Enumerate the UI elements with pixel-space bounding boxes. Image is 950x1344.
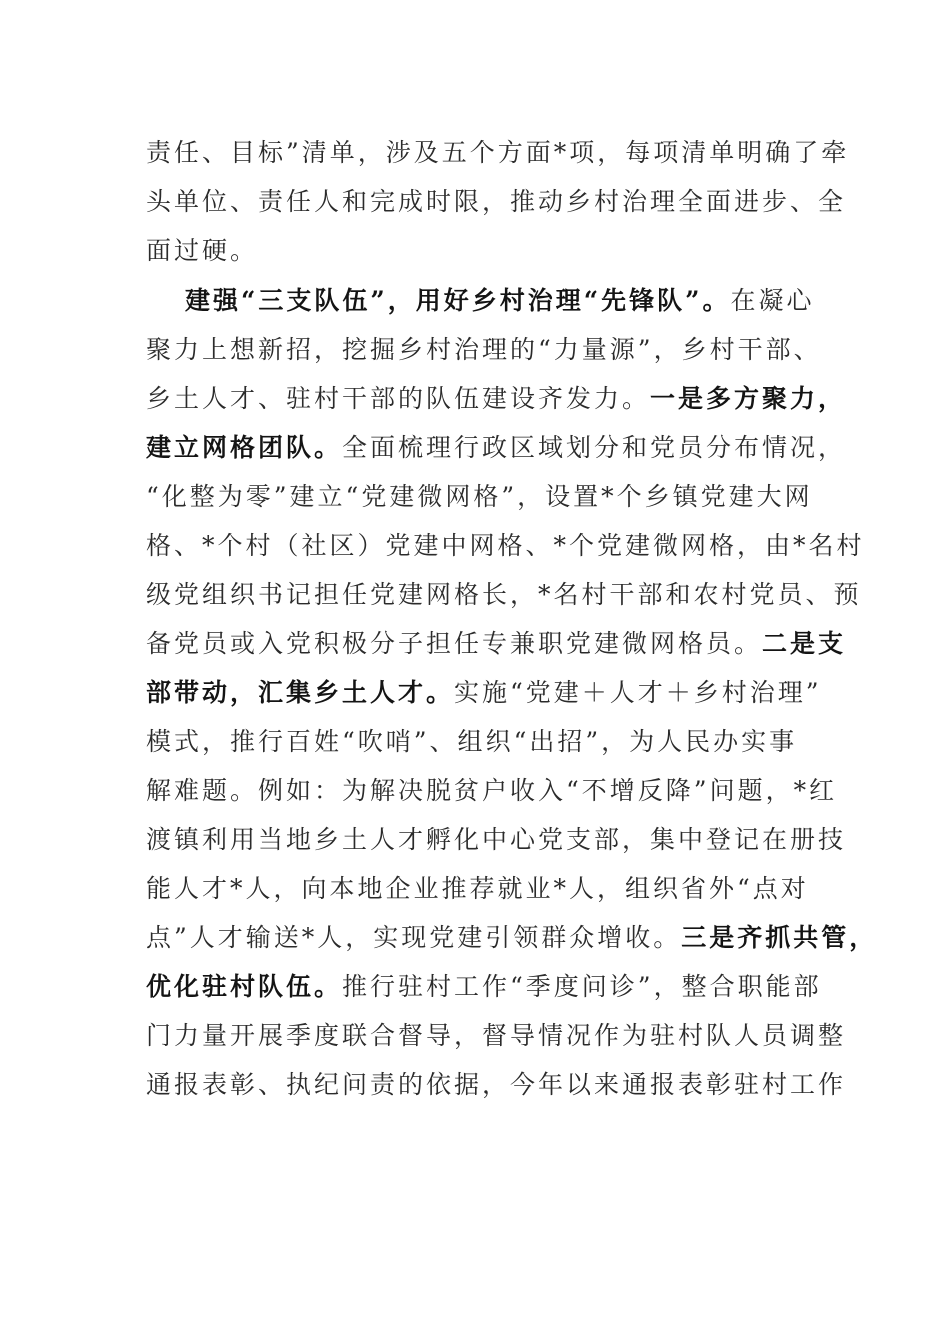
text-span: 实施“党建＋人才＋乡村治理” (454, 678, 822, 707)
text-line: 格、*个村（社区）党建中网格、*个党建微网格，由*名村 (146, 531, 865, 560)
text-span: 点”人才输送*人，实现党建引领群众增收。 (146, 923, 682, 952)
text-line: 解难题。例如：为解决脱贫户收入“不增反降”问题，*红 (146, 776, 838, 805)
text-line: 模式，推行百姓“吹哨”、组织“出招”，为人民办实事 (146, 727, 798, 756)
text-line: 聚力上想新招，挖掘乡村治理的“力量源”，乡村干部、 (146, 335, 822, 364)
subheading: 三是齐抓共管， (681, 923, 878, 952)
text-span: 备党员或入党积极分子担任专兼职党建微网格员。 (146, 629, 763, 658)
text-line: 头单位、责任人和完成时限，推动乡村治理全面进步、全 (146, 187, 847, 216)
text-line: “化整为零”建立“党建微网格”，设置*个乡镇党建大网 (146, 482, 813, 511)
text-span: 在凝心 (730, 286, 815, 315)
text-line: 面过硬。 (146, 236, 259, 265)
text-line (146, 913, 878, 962)
text-line: 级党组织书记担任党建网格长，*名村干部和农村党员、预 (146, 580, 862, 609)
text-span: 乡土人才、驻村干部的队伍建设齐发力。 (146, 384, 651, 413)
subheading: 优化驻村队伍。 (146, 972, 343, 1001)
text-span: 推行驻村工作“季度问诊”，整合职能部 (342, 972, 822, 1001)
subheading: 部带动，汇集乡土人才。 (146, 678, 455, 707)
text-line: 通报表彰、执纪问责的依据，今年以来通报表彰驻村工作 (146, 1070, 847, 1099)
subheading: 一是多方聚力， (650, 384, 847, 413)
subheading: 建立网格团队。 (146, 433, 343, 462)
text-line: 渡镇利用当地乡土人才孵化中心党支部，集中登记在册技 (146, 825, 847, 854)
text-line: 能人才*人，向本地企业推荐就业*人，组织省外“点对 (146, 874, 809, 903)
text-line (146, 962, 822, 1011)
text-line (146, 668, 822, 717)
text-span: 全面梳理行政区域划分和党员分布情况， (342, 433, 847, 462)
text-line (146, 374, 847, 423)
text-line (146, 619, 847, 668)
paragraph-main (146, 276, 878, 1109)
text-line (146, 276, 822, 325)
text-line: 责任、目标”清单，涉及五个方面*项，每项清单明确了牵 (146, 138, 850, 167)
text-line (146, 423, 847, 472)
paragraph-continued (146, 128, 850, 275)
section-heading: 建强“三支队伍”，用好乡村治理“先锋队”。 (185, 286, 731, 315)
subheading: 二是支 (762, 629, 847, 658)
text-line: 门力量开展季度联合督导，督导情况作为驻村队人员调整 (146, 1021, 847, 1050)
